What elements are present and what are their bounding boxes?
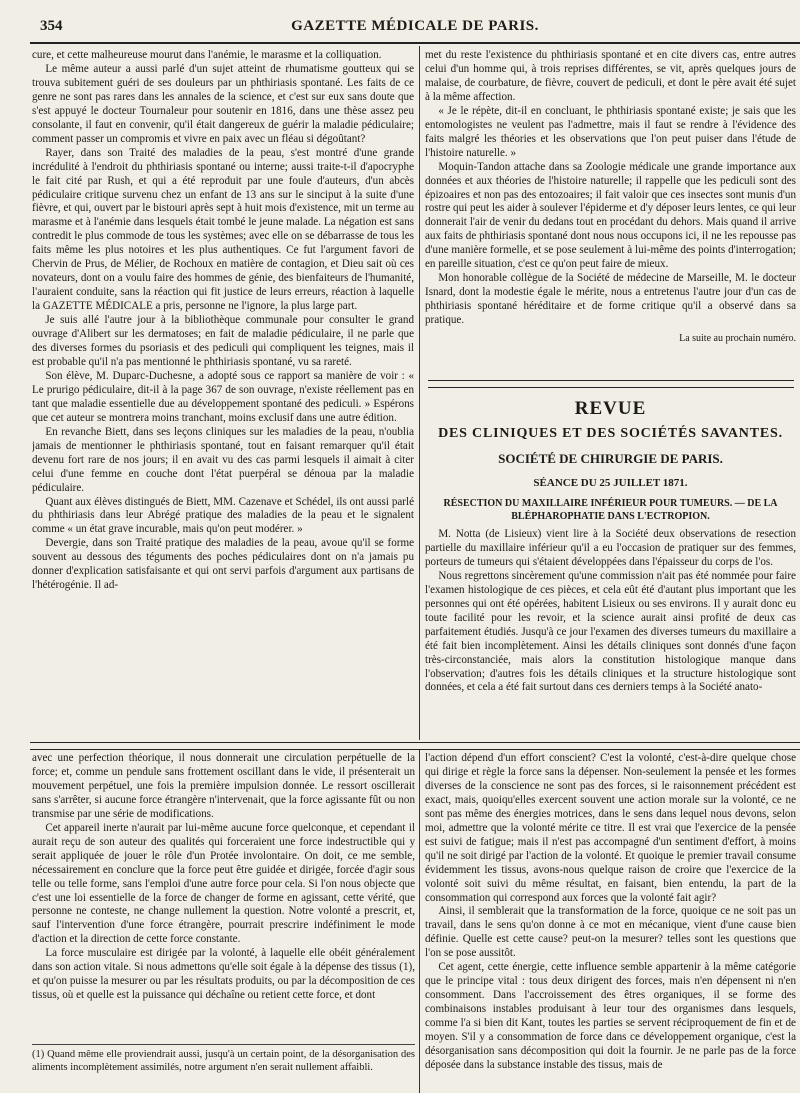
paragraph: La force musculaire est dirigée par la volonté, à laquelle elle obéit généralement dans son action vitale. Si nous admettons qu'elle soit égale à la dépense des tissus (1), et qu'on puisse la mesurer ou par les résultats produits, ou par la décomposition de ces tissus, où et quelle est la puissance qui déchaîne ou retient cette force, et dont (32, 947, 415, 1002)
paragraph: Mon honorable collègue de la Société de médecine de Marseille, M. le docteur Isnard, dont la modestie égale le mérite, nous a entretenus l'autre jour d'un cas de phthiriasis spontané héréditaire et de forme critique qu'il a observé dans sa pratique. (425, 272, 796, 327)
right-column-top (425, 49, 796, 369)
paragraph: « Je le répète, dit-il en concluant, le phthiriasis spontané existe; je sais que les entomologistes ne veulent pas l'admettre, mais il faut se rendre à l'évidence des faits malgré les théories et les observations que l'on peut puiser dans l'étude de l'histoire naturelle. » (425, 104, 796, 159)
session-date: SÉANCE DU 25 JUILLET 1871. (533, 477, 688, 489)
society-name: SOCIÉTÉ DE CHIRURGIE DE PARIS. (498, 451, 723, 466)
paragraph: avec une perfection théorique, il nous donnerait une circulation perpétuelle de la force; et, comme un pendule sans frottement oscillant dans le vide, il présenterait un mouvement perpétuel, une fois la première impulsion donnée. Le ressort oscillerait sans s'arrêter, si aucune force étrangère n'intervenait, que la force agissante fût ou non transmise par une série de modifications. (32, 752, 415, 820)
feuilleton-separator (30, 742, 800, 750)
revue-body (425, 528, 796, 740)
left-column (32, 49, 414, 741)
paragraph: Nous regrettons sincèrement qu'une commission n'ait pas été nommée pour faire l'examen histologique de ces pièces, et cela eût été d'autant plus important que les personnes qui ont été opérées, habitent Lisieux ou ses environs. Il y aurait donc eu toute facilité pour les revoir, et la science aurait ainsi profité de deux cas parfaitement étudiés. Jusqu'à ce jour l'examen des diverses tumeurs du maxillaire a été fait bien incomplètement. Ainsi les détails cliniques sont donnés d'une façon très-circonstanciée, mais alors la constitution histologique manque dans l'observation; d'autres fois les détails cliniques et la structure histologique sont données, et cela a été fait surtout dans ces derniers temps à la Société anato- (425, 569, 796, 694)
paragraph: Je suis allé l'autre jour à la bibliothèque communale pour consulter le grand ouvrage d'Alibert sur les dermatoses; en fait de maladie pédiculaire, il ne parle que des diverses formes du psoriasis et des pediculi qui compliquent les teignes, mais il est probable qu'il n'a pas mentionné le phthiriasis spontané, vu sa rareté. (32, 314, 414, 368)
footnote: (1) Quand même elle proviendrait aussi, jusqu'à un certain point, de la désorganisation des aliments incomplètement assimilés, notre argument n'en serait nullement affaibli. (32, 1044, 415, 1074)
paragraph: Son élève, M. Duparc-Duchesne, a adopté sous ce rapport sa manière de voir : « Le prurigo pédiculaire, dit-il à la page 367 de son ouvrage, n'existe réellement pas en tant que maladie essentielle due au développement spontané des pediculi. » Espérons que cet auteur se montrera moins tranchant, moins exclusif dans une autre édition. (32, 369, 414, 424)
paragraph: En revanche Biett, dans ses leçons cliniques sur les maladies de la peau, n'oublia jamais de mentionner le phthiriasis spontané, tout en faisant remarquer qu'il était devenu fort rare de nos jours; il en avait vu des cas parmi lesquels il aimait à citer celui d'une femme en couche dont l'état puerpéral se dénoua par la maladie pédiculaire. (32, 425, 414, 494)
paragraph: Quant aux élèves distingués de Biett, MM. Cazenave et Schédel, ils ont aussi parlé du phthiriasis dans leur Abrégé pratique des maladies de la peau et le signalent comme « un état grave incurable, mais qu'on peut modérer. » (32, 495, 414, 536)
journal-title: GAZETTE MÉDICALE DE PARIS. (291, 18, 539, 34)
revue-title: REVUE (574, 398, 647, 419)
bottom-left-column (32, 752, 415, 1040)
paragraph: Moquin-Tandon attache dans sa Zoologie médicale une grande importance aux données et aux théories de l'histoire naturelle; il rappelle que les pediculi sont des épizoaires et non pas des entozoaires; il fait valoir que ces insectes sont munis d'un rostre qui peut les aider à soulever l'épiderme et d'y déposer leurs lentes, ce qui leur donnerait l'air de venir du dedans tout en procédant du dehors. Mais quand il arrive aux faits de phthiriasis spontané dont nous nous occupons ici, il ne les repousse pas d'une manière formelle, et se pose seulement à lui-même des points d'interrogation; en pareille situation, c'est ce qu'on peut faire de mieux. (425, 160, 796, 271)
paragraph: cure, et cette malheureuse mourut dans l'anémie, le marasme et la colliquation. (32, 49, 382, 61)
paragraph: Ainsi, il semblerait que la transformation de la force, quoique ce ne soit pas un travail, dans le sens qu'on donne à ce mot en mécanique, vient d'une cause bien définie. Quelle est cette cause? peut-on la mesurer? telles sont les questions que l'on se pose aussitôt. (425, 905, 796, 960)
column-divider (419, 750, 420, 1093)
paragraph: Devergie, dans son Traité pratique des maladies de la peau, avoue qu'il se forme souvent au dessous des téguments des poches pédiculaires dont on n'a jamais pu donner d'explication satisfaisante et qui ont servi parfois d'argument aux partisans de l'hétérogénie. Il ad- (32, 537, 414, 592)
header-rule (30, 42, 800, 44)
paragraph: l'action dépend d'un effort conscient? C'est la volonté, c'est-à-dire quelque chose qui dirige et règle la force sans la dépenser. Non-seulement la pensée et les formes diverses de la conscience ne sont pas des forces, si le raisonnement précédent est exact, mais, quoiqu'elles exercent souvent une action morale sur la volonté, ce ne sont pas même des énergies motrices, dans le sens dans lequel nous devons, selon moi, admettre que la volonté mérite ce titre. Il est vrai que l'exercice de la pensée est suivi de fatigue; mais il n'est pas accompagné d'un sentiment d'effort, à moins qu'il ne soit dirigé par l'action de la volonté. Et quoique le premier travail consume évidemment les tissus, avons-nous quelque raison de croire que l'exercice de la volonté soit suivi du même résultat, en faisant, bien entendu, la part de la consommation qui correspond aux forces que la volonté fait agir? (425, 752, 796, 904)
paragraph: M. Notta (de Lisieux) vient lire à la Société deux observations de resection partielle du maxillaire inférieur qu'il a eu l'occasion de pratiquer sur des femmes, porteurs de tumeurs qui s'étaient développées dans l'épaisseur du corps de l'os. (425, 528, 796, 568)
page-header (30, 14, 800, 40)
section-separator (428, 380, 794, 388)
article-heading: RÉSECTION DU MAXILLAIRE INFÉRIEUR POUR TUMEURS. — DE LA BLÉPHAROPHATIE DANS L'ECTROPION. (443, 498, 778, 522)
paragraph: Cet appareil inerte n'aurait par lui-même aucune force quelconque, et cependant il aurait reçu de son auteur des qualités qui forceraient une force indestructible qui y serait appliquée de jouer le rôle d'un Protée involontaire. On doit, ce me semble, nécessairement en conclure que la force peut être guidée et dirigée, forcée d'agir sous telle ou telle forme, sans l'emploi d'une autre force pour cela. Si l'on nous objecte que c'est une loi essentielle de la force de changer de forme en agissant, cette vérité, que personne ne conteste, ne change nullement la question. Notre volonté a prescrit, et, sauf l'intervention d'une force étrangère, pourrait prescrire indéfiniment le mode d'action et la direction de cette force constante. (32, 821, 415, 946)
revue-subtitle: DES CLINIQUES ET DES SOCIÉTÉS SAVANTES. (438, 426, 783, 441)
continuation-note: La suite au prochain numéro. (679, 333, 796, 345)
paragraph: met du reste l'existence du phthiriasis spontané et en cite divers cas, entre autres celui d'un homme qui, à trois reprises différentes, se vit, après quelques jours de malaise, de courbature, de fièvre, couvert de pediculi, et dont le père avait été sujet à la même affection. (425, 49, 796, 103)
column-divider (419, 46, 420, 740)
paragraph: Le même auteur a aussi parlé d'un sujet atteint de rhumatisme goutteux qui se trouva subitement guéri de ses douleurs par un phthiriasis spontané. Les faits de ce genre ne sont pas rares dans les annales de la science, et c'est sur eux sans doute que s'est appuyé le docteur Tournaleur pour soutenir en 1816, dans une thèse assez peu consolante, il faut en convenir, qu'il était dangereux de guérir la maladie pédiculaire; comment passer un compromis et vivre en paix avec un fléau si dégoûtant? (32, 62, 414, 145)
bottom-right-column (425, 752, 796, 1092)
revue-section-header (425, 392, 796, 523)
paragraph: Rayer, dans son Traité des maladies de la peau, s'est montré d'une grande incrédulité à l'endroit du phthiriasis spontané ou interne; aussi traite-t-il d'apocryphe le fait cité par Rush, et qui a été reproduit par une foule d'auteurs, d'un abcès pédiculaire critique survenu chez un enfant de 13 ans sur le sinciput à la suite d'une fièvre, et qui, ouvert par le bistouri après sept à huit mois d'existence, mit un terme au marasme et à l'anémie dans lesquels était tombé le jeune malade. La négation est sans contredit le plus commode de tous les systèmes; avec elle on se débarrasse de tous les faits même les plus notoires et les plus authentiques. Ce fut l'argument favori de Chervin de Prus, de Mélier, de Rochoux en matière de contagion, et Dieu sait où ces novateurs, dont on a voulu faire des hommes de génie, des bienfaiteurs de l'humanité, l'auraient conduite, sans la réaction qui fit justice de leurs erreurs, réaction à laquelle la GAZETTE MÉDICALE a pris, personne ne l'ignore, la plus large part. (32, 146, 414, 313)
page-number: 354 (40, 18, 63, 34)
paragraph: Cet agent, cette énergie, cette influence semble appartenir à la même catégorie que le principe vital : tous deux dirigent des forces, mais n'en dépensent ni n'en consomment. Dans l'accroissement des êtres organiques, il se forme des combinaisons instables produisant à leur tour des organismes dans lesquels, comme l'a si bien dit Kant, toutes les parties se servent réciproquement de fin et de moyen. S'il y a consommation de force dans ce développement organique, c'est la désorganisation sans décomposition qui doit la fournir. Je ne parle pas de la force déposée dans la substance instable des tissus, mais de (425, 961, 796, 1071)
